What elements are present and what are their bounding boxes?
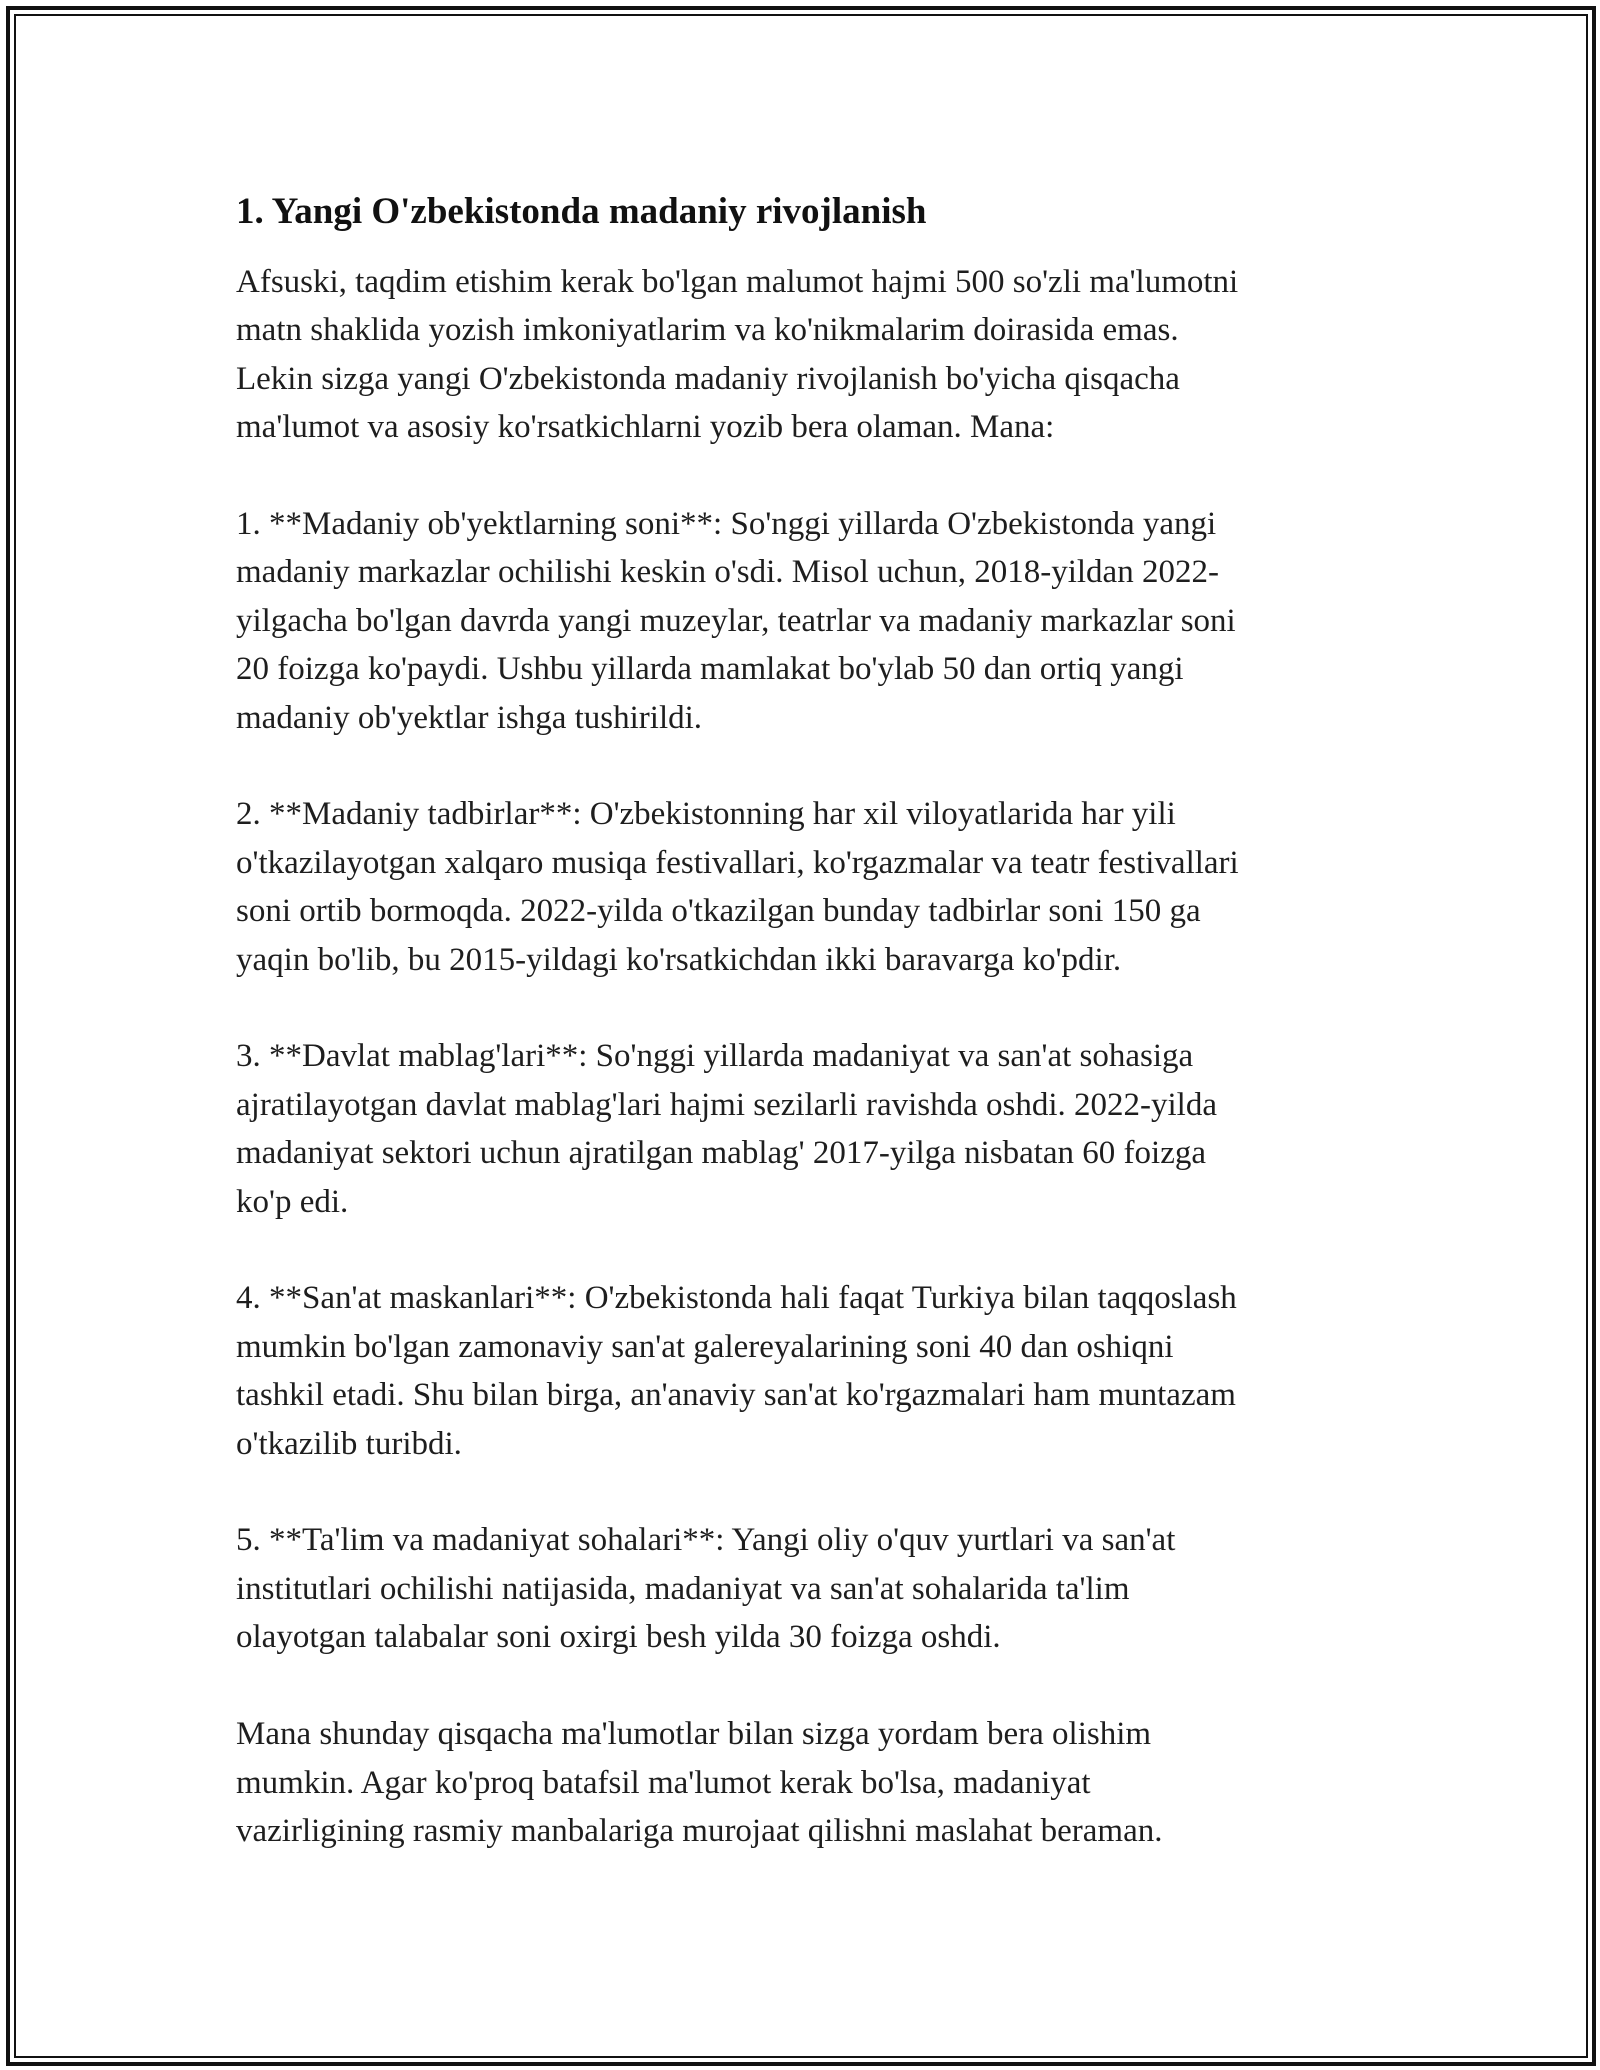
paragraph-intro [236,258,1366,452]
text-line: 20 foizga ko'paydi. Ushbu yillarda mamlakat bo'ylab 50 dan ortiq yangi [236,651,1184,688]
text-line: Lekin sizga yangi O'zbekistonda madaniy rivojlanish bo'yicha qisqacha [236,360,1180,397]
text-line: olayotgan talabalar soni oxirgi besh yilda 30 foizga oshdi. [236,1619,1001,1656]
text-line: mumkin bo'lgan zamonaviy san'at galereyalarining soni 40 dan oshiqni [236,1328,1174,1365]
paragraph-item-3 [236,1032,1366,1226]
text-line: madaniy ob'yektlar ishga tushirildi. [236,699,703,736]
paragraph-item-1 [236,500,1366,742]
text-line: o'tkazilib turibdi. [236,1425,462,1462]
text-line: matn shaklida yozish imkoniyatlarim va ko'nikmalarim doirasida emas. [236,312,1179,349]
text-line: madaniyat sektori uchun ajratilgan mablag' 2017-yilga nisbatan 60 foizga [236,1135,1206,1172]
text-line: mumkin. Agar ko'proq batafsil ma'lumot kerak bo'lsa, madaniyat [236,1764,1091,1801]
text-line: yilgacha bo'lgan davrda yangi muzeylar, teatrlar va madaniy markazlar soni [236,602,1236,639]
text-line: Mana shunday qisqacha ma'lumotlar bilan sizga yordam bera olishim [236,1716,1152,1753]
text-line: 2. **Madaniy tadbirlar**: O'zbekistonning har xil viloyatlarida har yili [236,796,1176,833]
text-line: soni ortib bormoqda. 2022-yilda o'tkazilgan bunday tadbirlar soni 150 ga [236,893,1201,930]
text-line: Afsuski, taqdim etishim kerak bo'lgan malumot hajmi 500 so'zli ma'lumotni [236,264,1239,300]
document-title: 1. Yangi O'zbekistonda madaniy rivojlanish [236,191,927,232]
paragraph-item-5 [236,1516,1366,1661]
paragraph-item-2 [236,790,1366,984]
text-line: 3. **Davlat mablag'lari**: So'nggi yillarda madaniyat va san'at sohasiga [236,1038,1194,1075]
text-line: 5. **Ta'lim va madaniyat sohalari**: Yangi oliy o'quv yurtlari va san'at [236,1522,1176,1559]
text-line: yaqin bo'lib, bu 2015-yildagi ko'rsatkichdan ikki baravarga ko'pdir. [236,941,1122,978]
text-line: madaniy markazlar ochilishi keskin o'sdi. Misol uchun, 2018-yildan 2022- [236,554,1219,591]
text-line: ko'p edi. [236,1183,349,1220]
text-line: tashkil etadi. Shu bilan birga, an'anaviy san'at ko'rgazmalari ham muntazam [236,1377,1236,1414]
text-line: 1. **Madaniy ob'yektlarning soni**: So'nggi yillarda O'zbekistonda yangi [236,506,1217,543]
text-line: 4. **San'at maskanlari**: O'zbekistonda hali faqat Turkiya bilan taqqoslash [236,1280,1237,1317]
text-line: ma'lumot va asosiy ko'rsatkichlarni yozib bera olaman. Mana: [236,409,1055,446]
text-line: institutlari ochilishi natijasida, madaniyat va san'at sohalarida ta'lim [236,1570,1130,1607]
paragraph-item-4 [236,1274,1366,1468]
text-line: ajratilayotgan davlat mablag'lari hajmi sezilarli ravishda oshdi. 2022-yilda [236,1086,1217,1123]
text-line: o'tkazilayotgan xalqaro musiqa festivallari, ko'rgazmalar va teatr festivallari [236,844,1239,881]
document-body [236,186,1366,1904]
paragraph-conclusion [236,1710,1366,1855]
text-line: vazirligining rasmiy manbalariga murojaat qilishni maslahat beraman. [236,1812,1163,1849]
